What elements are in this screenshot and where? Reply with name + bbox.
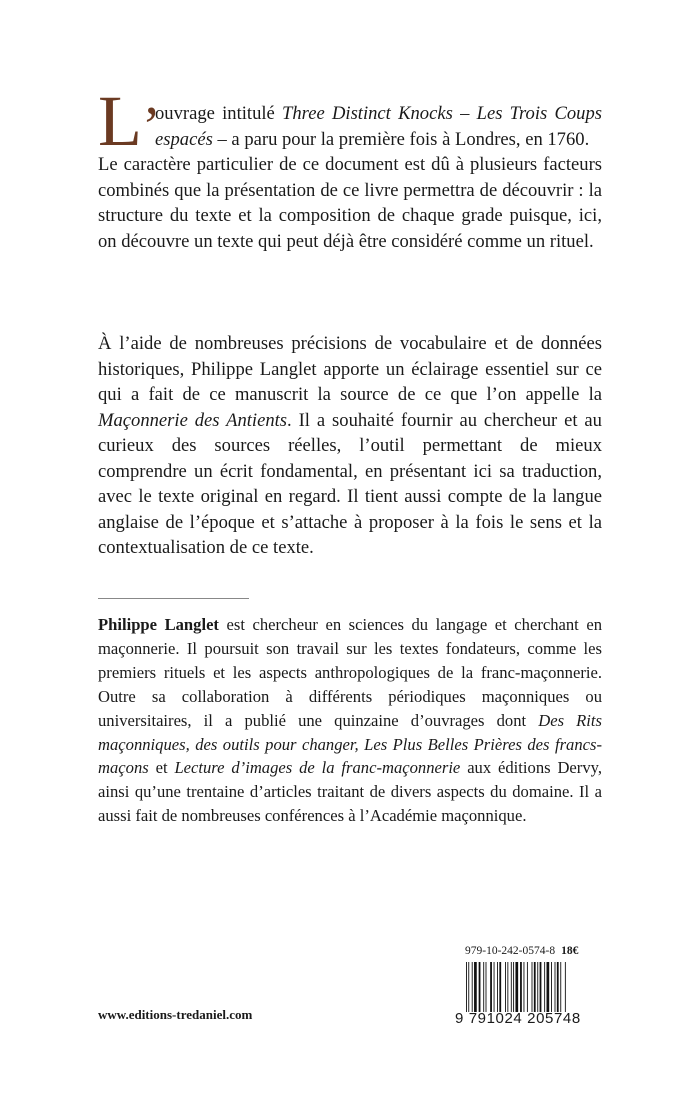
barcode-bar <box>532 962 533 1012</box>
divider-rule <box>98 598 249 599</box>
author-bio: Philippe Langlet est chercheur en sciences du langage et cherchant en maçonnerie. Il poursuit son travail sur les textes fondateurs, comme les premiers rituels et les aspects anthropologiques de la franc-maçonnerie. Outre sa collaboration à différents périodiques maçonniques ou universitaires, il a publié une quinzaine d’ouvrages dont Des Rits maçonniques, des outils pour changer, Les Plus Belles Prières des francs-maçons et Lecture d’images de la franc-maçonnerie aux éditions Dervy, ainsi qu’une trentaine d’articles traitant de divers aspects du domaine. Il a aussi fait de nombreuses conférences à l’Académie maçonnique. <box>98 615 602 826</box>
publisher-website[interactable]: www.editions-tredaniel.com <box>98 1007 253 1022</box>
barcode-bar <box>524 962 525 1012</box>
barcode-bar <box>483 962 484 1012</box>
isbn-price <box>465 945 603 957</box>
barcode-bar <box>537 962 538 1012</box>
barcode-bar <box>479 962 481 1012</box>
barcode-bar <box>527 962 528 1012</box>
barcode-bar <box>557 962 559 1012</box>
price: 18€ <box>561 945 579 957</box>
barcode-bar <box>515 962 518 1012</box>
barcode-bar <box>486 962 487 1012</box>
barcode-bar <box>555 962 556 1012</box>
barcode-bar <box>565 962 566 1012</box>
barcode-bar <box>540 962 542 1012</box>
barcode-bar <box>511 962 512 1012</box>
author-name: Philippe Langlet <box>98 615 219 634</box>
barcode-bar <box>474 962 477 1012</box>
barcode <box>465 962 603 1012</box>
barcode-bar <box>560 962 561 1012</box>
barcode-bar <box>547 962 550 1012</box>
barcode-bar <box>505 962 506 1012</box>
isbn: 979-10-242-0574-8 <box>465 945 556 957</box>
book-title-italic-2: Lecture d’images de la franc-maçonnerie <box>174 758 461 778</box>
barcode-bar <box>468 962 469 1012</box>
barcode-bar <box>497 962 498 1012</box>
barcode-digits: 9 791024 205748 <box>455 1010 581 1027</box>
intro-paragraph-rest: Le caractère particulier de ce document est dû à plusieurs facteurs combinés que la présentation de ce livre permettra de découvrir : la structure du texte et la composition de chaque grade puisque, ici, on découvre un texte qui peut déjà être considéré comme un rituel. <box>98 154 602 252</box>
barcode-bar <box>544 962 545 1012</box>
barcode-bar <box>494 962 495 1012</box>
book-titles-italic: Des Rits maçonniques, des outils pour changer, Les Plus Belles Prières des francs-maçons <box>98 710 602 778</box>
barcode-bar <box>534 962 536 1012</box>
italic-term: Maçonnerie des Antients <box>98 409 288 431</box>
intro-paragraph: ouvrage intitulé Three Distinct Knocks – Les Trois Coups espacés – a paru pour la première fois à Londres, en 1760. <box>155 103 602 150</box>
barcode-bar <box>513 962 514 1012</box>
book-title-italic: Three Distinct Knocks – Les Trois Coups espacés <box>155 103 602 150</box>
barcode-bar <box>499 962 501 1012</box>
barcode-bar <box>551 962 552 1012</box>
drop-cap: L’ <box>98 81 161 161</box>
barcode-bar <box>507 962 508 1012</box>
second-paragraph: À l’aide de nombreuses précisions de vocabulaire et de données historiques, Philippe Langlet apporte un éclairage essentiel sur ce qui a fait de ce manuscrit la source de ce que l’on appelle la Maçonnerie des Antients. Il a souhaité fournir au chercheur et au curieux des sources réelles, l’outil permettant de mieux comprendre un écrit fondamental, en présentant ici sa traduction, avec le texte original en regard. Il tient aussi compte de la langue anglaise de l’époque et s’attache à proposer à la fois le sens et la contextualisation de ce texte. <box>98 333 602 558</box>
barcode-bar <box>466 962 467 1012</box>
barcode-bar <box>490 962 492 1012</box>
barcode-bar <box>520 962 522 1012</box>
barcode-bar <box>472 962 473 1012</box>
